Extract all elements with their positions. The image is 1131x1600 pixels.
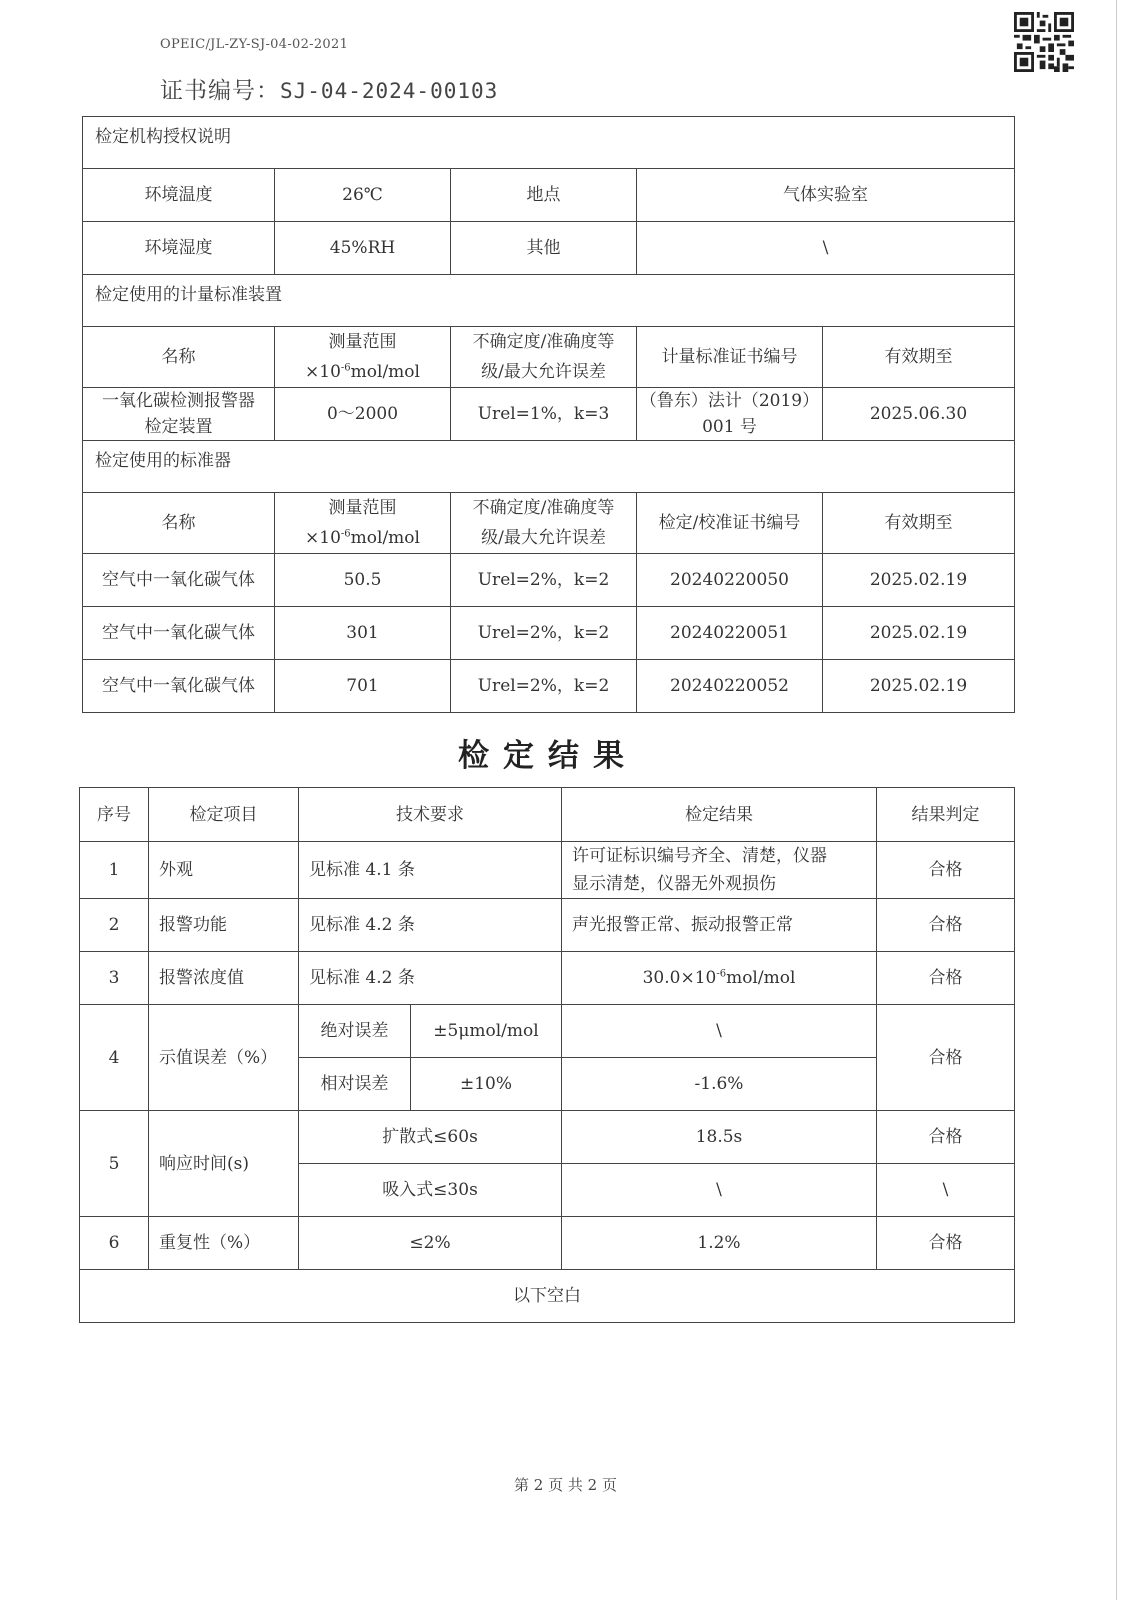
material-col-cert: 检定/校准证书编号 [637,493,823,554]
material-cert: 20240220050 [637,554,823,607]
absolute-error-result: \ [562,1005,877,1058]
device-name: 一氧化碳检测报警器 检定装置 [83,388,275,441]
row-judgement: 合格 [877,952,1015,1005]
location-label: 地点 [451,169,637,222]
row-requirement: 见标准 4.2 条 [299,952,562,1005]
other-value: \ [637,222,1015,275]
certificate-number-label: 证书编号： [160,78,280,104]
diffusion-requirement: 扩散式≤60s [299,1111,562,1164]
material-col-uncertainty: 不确定度/准确度等 级/最大允许误差 [451,493,637,554]
material-valid: 2025.02.19 [823,660,1015,713]
relative-error-result: -1.6% [562,1058,877,1111]
row-item: 报警浓度值 [149,952,299,1005]
device-range: 0～2000 [275,388,451,441]
material-col-range: 测量范围 $\times 10^{-6}mol$/mol [275,493,451,554]
material-cert: 20240220051 [637,607,823,660]
relative-error-label: 相对误差 [299,1058,411,1111]
other-label: 其他 [451,222,637,275]
row-item: 示值误差（%） [149,1005,299,1111]
material-uncertainty: Urel=2%，k=2 [451,660,637,713]
material-name: 空气中一氧化碳气体 [83,607,275,660]
table-row [80,1111,1015,1164]
blank-below-note: 以下空白 [80,1270,1015,1323]
material-row [83,607,1015,660]
row-result: 声光报警正常、振动报警正常 [562,899,877,952]
device-col-uncertainty: 不确定度/准确度等 级/最大允许误差 [451,327,637,388]
row-result: $30.0\times 10^{-6}mol$/mol [562,952,877,1005]
table-row [80,842,1015,899]
authorization-title: 检定机构授权说明 [83,117,1015,169]
material-uncertainty: Urel=2%，k=2 [451,554,637,607]
col-item: 检定项目 [149,788,299,842]
device-col-name: 名称 [83,327,275,388]
row-judgement: 合格 [877,899,1015,952]
row-item: 外观 [149,842,299,899]
form-code: OPEIC/JL-ZY-SJ-04-02-2021 [160,37,349,52]
material-range: 50.5 [275,554,451,607]
results-table [79,787,1015,1323]
row-judgement: 合格 [877,842,1015,899]
row-requirement: 见标准 4.1 条 [299,842,562,899]
device-col-range: 测量范围 $\times 10^{-6}mol$/mol [275,327,451,388]
page-number: 第 2 页 共 2 页 [514,1476,617,1494]
material-valid: 2025.02.19 [823,607,1015,660]
standard-materials-title: 检定使用的标准器 [83,441,1015,493]
material-range: 701 [275,660,451,713]
temperature-value: 26℃ [275,169,451,222]
material-name: 空气中一氧化碳气体 [83,554,275,607]
suction-judgement: \ [877,1164,1015,1217]
row-no: 1 [80,842,149,899]
temperature-label: 环境温度 [83,169,275,222]
material-valid: 2025.02.19 [823,554,1015,607]
material-row [83,660,1015,713]
material-cert: 20240220052 [637,660,823,713]
material-uncertainty: Urel=2%，k=2 [451,607,637,660]
row-no: 5 [80,1111,149,1217]
material-col-name: 名称 [83,493,275,554]
row-item: 报警功能 [149,899,299,952]
device-uncertainty: Urel=1%，k=3 [451,388,637,441]
row-result: 许可证标识编号齐全、清楚，仪器 显示清楚，仪器无外观损伤 [562,842,877,899]
row-result: 1.2% [562,1217,877,1270]
row-no: 4 [80,1005,149,1111]
table-row [80,899,1015,952]
certificate-number-line [160,72,498,105]
table-row [80,1005,1015,1058]
row-judgement: 合格 [877,1005,1015,1111]
col-requirement: 技术要求 [299,788,562,842]
table-row [80,952,1015,1005]
device-col-cert: 计量标准证书编号 [637,327,823,388]
humidity-label: 环境湿度 [83,222,275,275]
material-range: 301 [275,607,451,660]
device-valid: 2025.06.30 [823,388,1015,441]
row-item: 响应时间(s) [149,1111,299,1217]
diffusion-judgement: 合格 [877,1111,1015,1164]
material-row [83,554,1015,607]
material-col-valid: 有效期至 [823,493,1015,554]
material-name: 空气中一氧化碳气体 [83,660,275,713]
row-no: 2 [80,899,149,952]
relative-error-requirement: ±10% [411,1058,562,1111]
col-judgement: 结果判定 [877,788,1015,842]
row-no: 3 [80,952,149,1005]
suction-result: \ [562,1164,877,1217]
col-no: 序号 [80,788,149,842]
absolute-error-label: 绝对误差 [299,1005,411,1058]
row-item: 重复性（%） [149,1217,299,1270]
row-no: 6 [80,1217,149,1270]
row-judgement: 合格 [877,1217,1015,1270]
col-result: 检定结果 [562,788,877,842]
humidity-value: 45%RH [275,222,451,275]
row-requirement: ≤2% [299,1217,562,1270]
standard-device-title: 检定使用的计量标准装置 [83,275,1015,327]
table-row [80,1217,1015,1270]
device-cert: （鲁东）法计（2019） 001 号 [637,388,823,441]
location-value: 气体实验室 [637,169,1015,222]
diffusion-result: 18.5s [562,1111,877,1164]
page-edge-line [1116,0,1117,1600]
certificate-number: SJ-04-2024-00103 [280,79,499,103]
row-requirement: 见标准 4.2 条 [299,899,562,952]
suction-requirement: 吸入式≤30s [299,1164,562,1217]
absolute-error-requirement: ±5μmol/mol [411,1005,562,1058]
qr-code-icon [1014,12,1074,72]
authorization-table [82,116,1015,713]
results-title: 检定结果 [458,738,638,774]
device-col-valid: 有效期至 [823,327,1015,388]
